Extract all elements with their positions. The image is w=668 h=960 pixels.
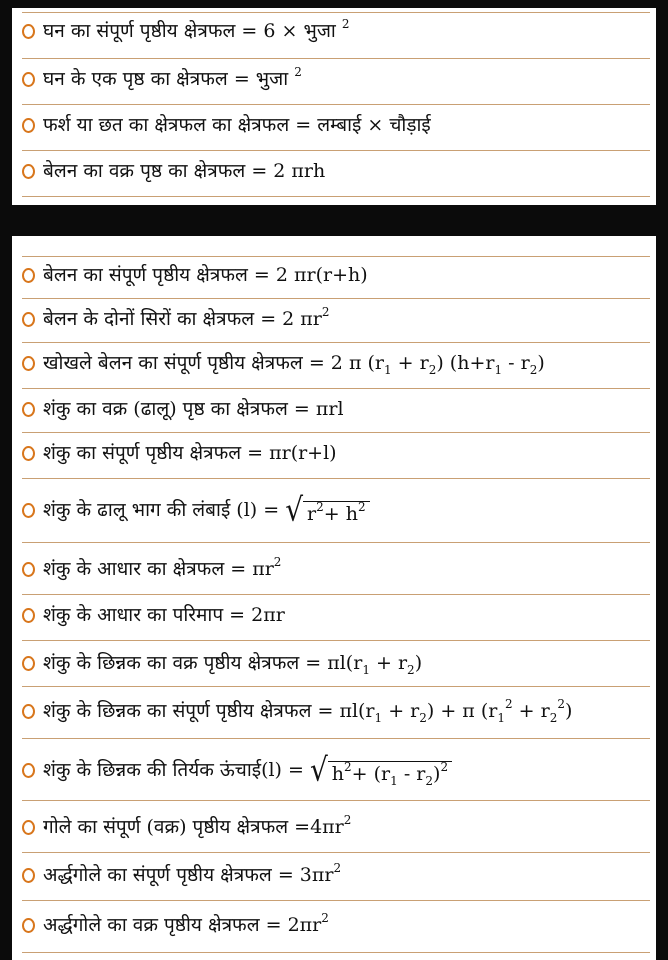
circle-bullet-icon (22, 704, 35, 719)
formula-text: घन के एक पृष्ठ का क्षेत्रफल = भुजा (43, 68, 295, 90)
formula-text: अर्द्धगोले का संपूर्ण पृष्ठीय क्षेत्रफल = 3πr (43, 864, 334, 886)
divider (22, 594, 650, 595)
formula-text: घन का संपूर्ण पृष्ठीय क्षेत्रफल = 6 × भुजा (43, 20, 342, 42)
formula-row (22, 400, 652, 419)
divider (22, 738, 650, 739)
divider (22, 900, 650, 901)
formula-text: शंकु का संपूर्ण पृष्ठीय क्षेत्रफल = πr(r+l) (43, 442, 337, 464)
divider (22, 952, 650, 953)
formula-text: r (307, 503, 317, 525)
formula-text: ) (564, 700, 573, 722)
subscript: 1 (390, 773, 398, 788)
formula-text: शंकु के छिन्नक की तिर्यक ऊंचाई(l) = (43, 758, 304, 781)
exponent: 2 (273, 554, 282, 569)
formula-row (22, 554, 652, 580)
circle-bullet-icon (22, 562, 35, 577)
subscript: 2 (529, 362, 538, 377)
subscript: 1 (362, 662, 370, 677)
formula-text: ) (537, 352, 545, 374)
subscript: 2 (425, 773, 434, 788)
circle-bullet-icon (22, 118, 35, 133)
circle-bullet-icon (22, 24, 35, 39)
divider (22, 800, 650, 801)
formula-text: - r (397, 763, 426, 785)
divider (22, 298, 650, 299)
formula-text: + h (323, 503, 358, 525)
formula-text: + r (512, 700, 550, 722)
formula-panel-bottom (12, 236, 656, 960)
subscript: 2 (549, 710, 558, 725)
circle-bullet-icon (22, 918, 35, 933)
formula-row (22, 444, 652, 463)
subscript: 2 (428, 362, 437, 377)
circle-bullet-icon (22, 868, 35, 883)
formula-row (22, 352, 652, 377)
subscript: 1 (497, 710, 505, 725)
exponent: 2 (294, 64, 302, 79)
formula-text: बेलन के दोनों सिरों का क्षेत्रफल = 2 πr (43, 308, 322, 330)
square-root (285, 490, 369, 529)
formula-text: ) (h+r (436, 352, 495, 374)
exponent: 2 (357, 499, 366, 514)
formula-text: h (331, 763, 345, 785)
divider (22, 388, 650, 389)
exponent: 2 (333, 860, 342, 875)
exponent: 2 (321, 910, 329, 925)
divider (22, 542, 650, 543)
formula-row (22, 860, 652, 886)
frame-left (0, 0, 12, 960)
radical-icon: √ (309, 750, 328, 789)
formula-row (22, 696, 652, 725)
formula-text: बेलन का संपूर्ण पृष्ठीय क्षेत्रफल = 2 πr(r+h) (43, 264, 368, 286)
frame-right (656, 0, 668, 960)
formula-text: शंकु का वक्र (ढालू) पृष्ठ का क्षेत्रफल = πrl (43, 398, 344, 420)
circle-bullet-icon (22, 763, 35, 778)
circle-bullet-icon (22, 656, 35, 671)
formula-row (22, 304, 652, 330)
divider (22, 342, 650, 343)
formula-text: शंकु के छिन्नक का वक्र पृष्ठीय क्षेत्रफल = πl(r (43, 652, 363, 674)
formula-row (22, 750, 652, 789)
subscript: 1 (494, 362, 503, 377)
exponent: 2 (321, 304, 330, 319)
circle-bullet-icon (22, 402, 35, 417)
divider (22, 104, 650, 105)
formula-text: - r (502, 352, 530, 374)
formula-text: शंकु के छिन्नक का संपूर्ण पृष्ठीय क्षेत्रफल = πl(r (43, 700, 375, 722)
formula-row (22, 490, 652, 529)
formula-row (22, 162, 652, 181)
divider (22, 640, 650, 641)
formula-row (22, 266, 652, 285)
divider (22, 852, 650, 853)
formula-text: गोले का संपूर्ण (वक्र) पृष्ठीय क्षेत्रफल =4πr (43, 816, 344, 838)
divider (22, 256, 650, 257)
formula-row (22, 16, 652, 42)
frame-top (0, 0, 668, 8)
formula-text: + r (391, 352, 429, 374)
divider (22, 686, 650, 687)
exponent: 2 (343, 812, 352, 827)
divider (22, 150, 650, 151)
formula-text: शंकु के आधार का क्षेत्रफल = πr (43, 558, 274, 580)
frame-separator (0, 205, 668, 236)
radical-icon: √ (285, 490, 304, 529)
circle-bullet-icon (22, 608, 35, 623)
formula-row (22, 652, 652, 677)
formula-text: अर्द्धगोले का वक्र पृष्ठीय क्षेत्रफल = 2πr (43, 914, 322, 936)
formula-row (22, 116, 652, 135)
exponent: 2 (344, 759, 352, 774)
circle-bullet-icon (22, 820, 35, 835)
formula-row (22, 606, 652, 625)
exponent: 2 (504, 696, 513, 711)
divider (22, 432, 650, 433)
formula-text: ) (414, 652, 423, 674)
circle-bullet-icon (22, 356, 35, 371)
formula-text: + r (382, 700, 420, 722)
formula-panel-top (12, 8, 656, 205)
subscript: 2 (419, 710, 427, 725)
divider (22, 478, 650, 479)
circle-bullet-icon (22, 503, 35, 518)
circle-bullet-icon (22, 72, 35, 87)
formula-row (22, 910, 652, 936)
subscript: 2 (407, 662, 415, 677)
formula-text: + (r (351, 763, 391, 785)
square-root (309, 750, 452, 789)
formula-row (22, 64, 652, 90)
circle-bullet-icon (22, 446, 35, 461)
formula-text: बेलन का वक्र पृष्ठ का क्षेत्रफल = 2 πrh (43, 160, 326, 182)
formula-text: ) (433, 763, 441, 785)
divider (22, 58, 650, 59)
exponent: 2 (316, 499, 324, 514)
circle-bullet-icon (22, 164, 35, 179)
divider (22, 12, 650, 13)
exponent: 2 (557, 696, 565, 711)
circle-bullet-icon (22, 268, 35, 283)
divider (22, 196, 650, 197)
formula-row (22, 812, 652, 838)
circle-bullet-icon (22, 312, 35, 327)
formula-text: शंकु के आधार का परिमाप = 2πr (43, 604, 285, 626)
subscript: 1 (374, 710, 383, 725)
exponent: 2 (440, 759, 449, 774)
formula-text: शंकु के ढालू भाग की लंबाई (l) = (43, 498, 280, 521)
formula-text: खोखले बेलन का संपूर्ण पृष्ठीय क्षेत्रफल = 2 π (r (43, 352, 384, 374)
formula-text: ) + π (r (426, 700, 498, 722)
formula-text: फर्श या छत का क्षेत्रफल का क्षेत्रफल = लम्बाई × चौड़ाई (43, 114, 431, 136)
exponent: 2 (341, 16, 350, 31)
formula-text: + r (369, 652, 408, 674)
subscript: 1 (383, 362, 392, 377)
